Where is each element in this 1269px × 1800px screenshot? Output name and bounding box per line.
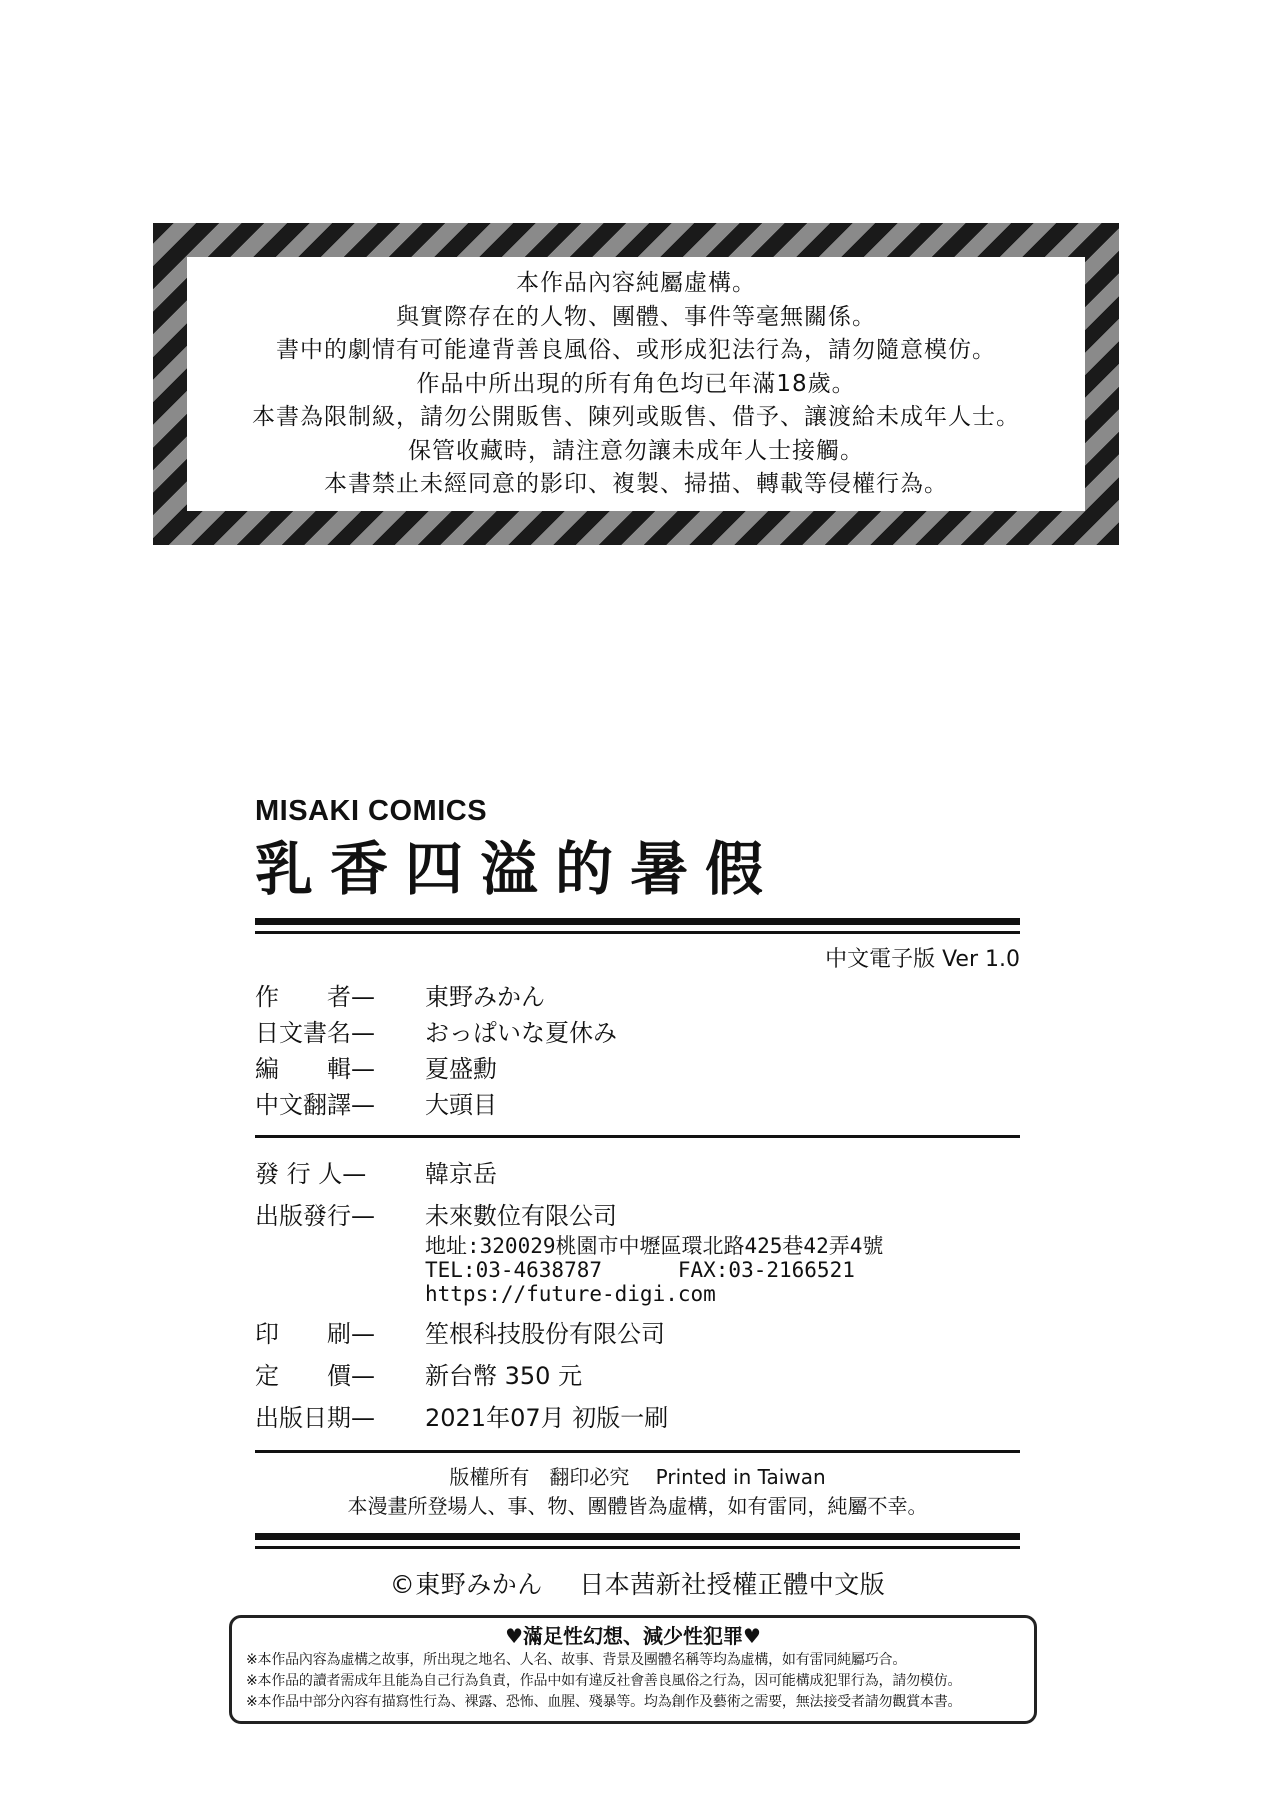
detail-row xyxy=(255,1316,1020,1352)
credit-value: 大頭目 xyxy=(425,1091,497,1119)
credit-row xyxy=(255,1087,1020,1123)
notice-title: ♥滿足性幻想、減少性犯罪♥ xyxy=(505,1624,761,1648)
company-label: 出版發行— xyxy=(255,1202,375,1230)
publisher-row xyxy=(255,1156,1020,1192)
credits-section xyxy=(255,979,1020,1123)
detail-label: 定 價— xyxy=(255,1362,375,1390)
publisher-label: 發 行 人— xyxy=(255,1160,367,1188)
credit-row xyxy=(255,1051,1020,1087)
warning-line: 與實際存在的人物、團體、事件等毫無關係。 xyxy=(396,303,876,330)
warning-line: 作品中所出現的所有角色均已年滿18歲。 xyxy=(416,370,856,397)
company-value: 未來數位有限公司 xyxy=(425,1202,617,1230)
detail-value: 新台幣 350 元 xyxy=(425,1362,583,1390)
credit-value: おっぱいな夏休み xyxy=(425,1019,617,1047)
rights-section xyxy=(255,1463,1020,1521)
notice-line: ※本作品中部分內容有描寫性行為、裸露、恐怖、血腥、殘暴等。均為創作及藝術之需要，無法接受者請勿觀賞本書。 xyxy=(246,1694,962,1710)
publisher-value: 韓京岳 xyxy=(425,1160,497,1188)
fiction-note: 本漫畫所登場人、事、物、團體皆為虛構，如有雷同，純屬不幸。 xyxy=(347,1494,928,1518)
credit-value: 夏盛勳 xyxy=(425,1055,497,1083)
credit-row xyxy=(255,1015,1020,1051)
series-name: MISAKI COMICS xyxy=(255,795,488,827)
warning-line: 本書禁止未經同意的影印、複製、掃描、轉載等侵權行為。 xyxy=(324,471,948,497)
detail-row xyxy=(255,1400,1020,1436)
title-divider xyxy=(255,918,1020,934)
credit-value: 東野みかん xyxy=(425,983,545,1011)
copyright-line xyxy=(255,1565,1020,1601)
notice-line: ※本作品內容為虛構之故事，所出現之地名、人名、故事、背景及團體名稱等均為虛構，如有雷同純屬巧合。 xyxy=(246,1652,907,1668)
details-section xyxy=(255,1316,1020,1436)
warning-text-panel xyxy=(187,257,1085,511)
colophon xyxy=(246,795,1020,1724)
rights-text: 版權所有 翻印必究 Printed in Taiwan xyxy=(449,1465,826,1489)
credit-row xyxy=(255,979,1020,1015)
credit-label: 作 者— xyxy=(255,983,375,1011)
credit-label: 日文書名— xyxy=(255,1019,375,1047)
company-row xyxy=(255,1198,1020,1234)
detail-value: 笙根科技股份有限公司 xyxy=(425,1320,665,1348)
warning-line: 保管收藏時，請注意勿讓未成年人士接觸。 xyxy=(408,437,864,464)
address: 地址:320029桃園市中壢區環北路425巷42弄4號 xyxy=(425,1234,884,1258)
notice-box xyxy=(229,1615,1037,1724)
section-divider xyxy=(255,1450,1020,1453)
detail-label: 印 刷— xyxy=(255,1320,375,1348)
book-title: 乳香四溢的暑假 xyxy=(255,835,781,903)
warning-line: 本作品內容純屬虛構。 xyxy=(516,270,756,296)
section-divider xyxy=(255,1135,1020,1138)
footer-divider xyxy=(255,1533,1020,1549)
license-text: 日本茜新社授權正體中文版 xyxy=(579,1570,886,1599)
publisher-section xyxy=(255,1156,1020,1306)
notice-line: ※本作品的讀者需成年且能為自己行為負責，作品中如有違反社會善良風俗之行為，因可能構成犯罪行為，請勿模仿。 xyxy=(246,1673,962,1689)
copyright-author: ©東野みかん xyxy=(389,1570,543,1599)
detail-row xyxy=(255,1358,1020,1394)
credit-label: 編 輯— xyxy=(255,1055,375,1083)
credit-label: 中文翻譯— xyxy=(255,1091,375,1119)
detail-label: 出版日期— xyxy=(255,1404,375,1432)
warning-line: 書中的劇情有可能違背善良風俗、或形成犯法行為，請勿隨意模仿。 xyxy=(276,337,996,363)
detail-value: 2021年07月 初版一刷 xyxy=(425,1404,669,1432)
website-link[interactable]: https://future-digi.com xyxy=(425,1282,716,1306)
edition-label: 中文電子版 Ver 1.0 xyxy=(825,947,1020,972)
phone-fax: TEL:03-4638787 FAX:03-2166521 xyxy=(425,1258,855,1282)
warning-line: 本書為限制級，請勿公開販售、陳列或販售、借予、讓渡給未成年人士。 xyxy=(252,404,1020,430)
warning-box xyxy=(153,223,1119,545)
